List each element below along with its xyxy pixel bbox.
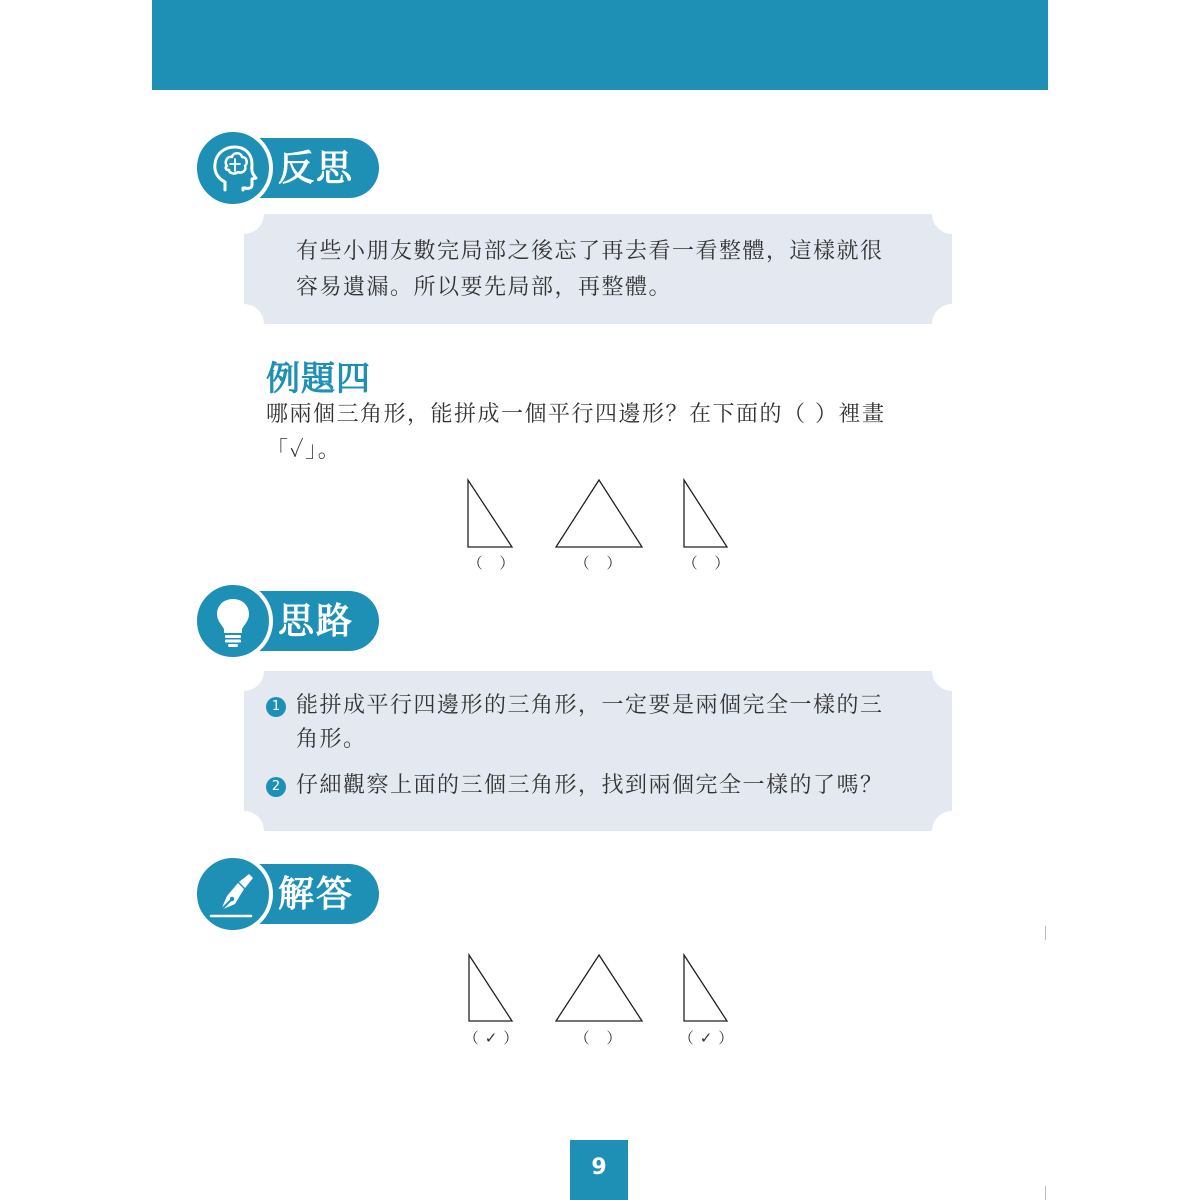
- isosceles-triangle: [556, 480, 642, 547]
- reflection-box: [244, 214, 952, 324]
- page-edge-mark: [1045, 926, 1046, 940]
- thinking-box: [244, 671, 952, 831]
- lightbulb-icon: [193, 581, 273, 661]
- answer-label: （✓）: [678, 1029, 740, 1047]
- answer-header: [193, 854, 379, 934]
- reflection-text-line: 有些小朋友數完局部之後忘了再去看一看整體，這樣就很: [296, 239, 884, 264]
- reflection-text-line: 容易遺漏。所以要先局部，再整體。: [296, 275, 673, 300]
- answer-blank: （ ）: [574, 554, 628, 572]
- right-triangle: [468, 480, 512, 547]
- thinking-item: [266, 769, 912, 803]
- section-title: 反思: [278, 147, 355, 189]
- answer-blank: （ ）: [467, 554, 521, 572]
- answer-blank: （ ）: [682, 554, 736, 572]
- example-title: 例題四: [266, 359, 371, 399]
- page-number: 9: [570, 1140, 628, 1200]
- pen-nib-icon: [193, 854, 273, 934]
- right-triangle: [684, 955, 727, 1021]
- thinking-header: [193, 581, 379, 661]
- page-edge-mark: [1045, 1186, 1046, 1200]
- answer-triangles: [0, 950, 1200, 1060]
- question-line: 「✓」。: [266, 438, 342, 463]
- isosceles-triangle: [556, 955, 642, 1021]
- thinking-item-line: 角形。: [296, 727, 367, 752]
- answer-label: （ ）: [574, 1029, 628, 1047]
- section-title: 解答: [278, 873, 355, 915]
- thinking-item-line: 仔細觀察上面的三個三角形，找到兩個完全一樣的了嗎？: [296, 773, 884, 798]
- section-title: 思路: [278, 600, 355, 642]
- thinking-item: [266, 689, 912, 757]
- right-triangle: [469, 955, 512, 1021]
- thinking-item-line: 能拼成平行四邊形的三角形，一定要是兩個完全一樣的三: [296, 693, 884, 718]
- question-line: 哪兩個三角形，能拼成一個平行四邊形？在下面的（ ）裡畫: [266, 402, 886, 427]
- question-triangles: [0, 475, 1200, 585]
- reflection-header: [193, 128, 379, 208]
- number-badge: 2: [266, 777, 286, 797]
- top-header-band: [152, 0, 1048, 90]
- number-badge: 1: [266, 697, 286, 717]
- right-triangle: [684, 480, 727, 547]
- example-question: [266, 397, 936, 469]
- head-brain-icon: [193, 128, 273, 208]
- answer-label: （✓）: [463, 1029, 525, 1047]
